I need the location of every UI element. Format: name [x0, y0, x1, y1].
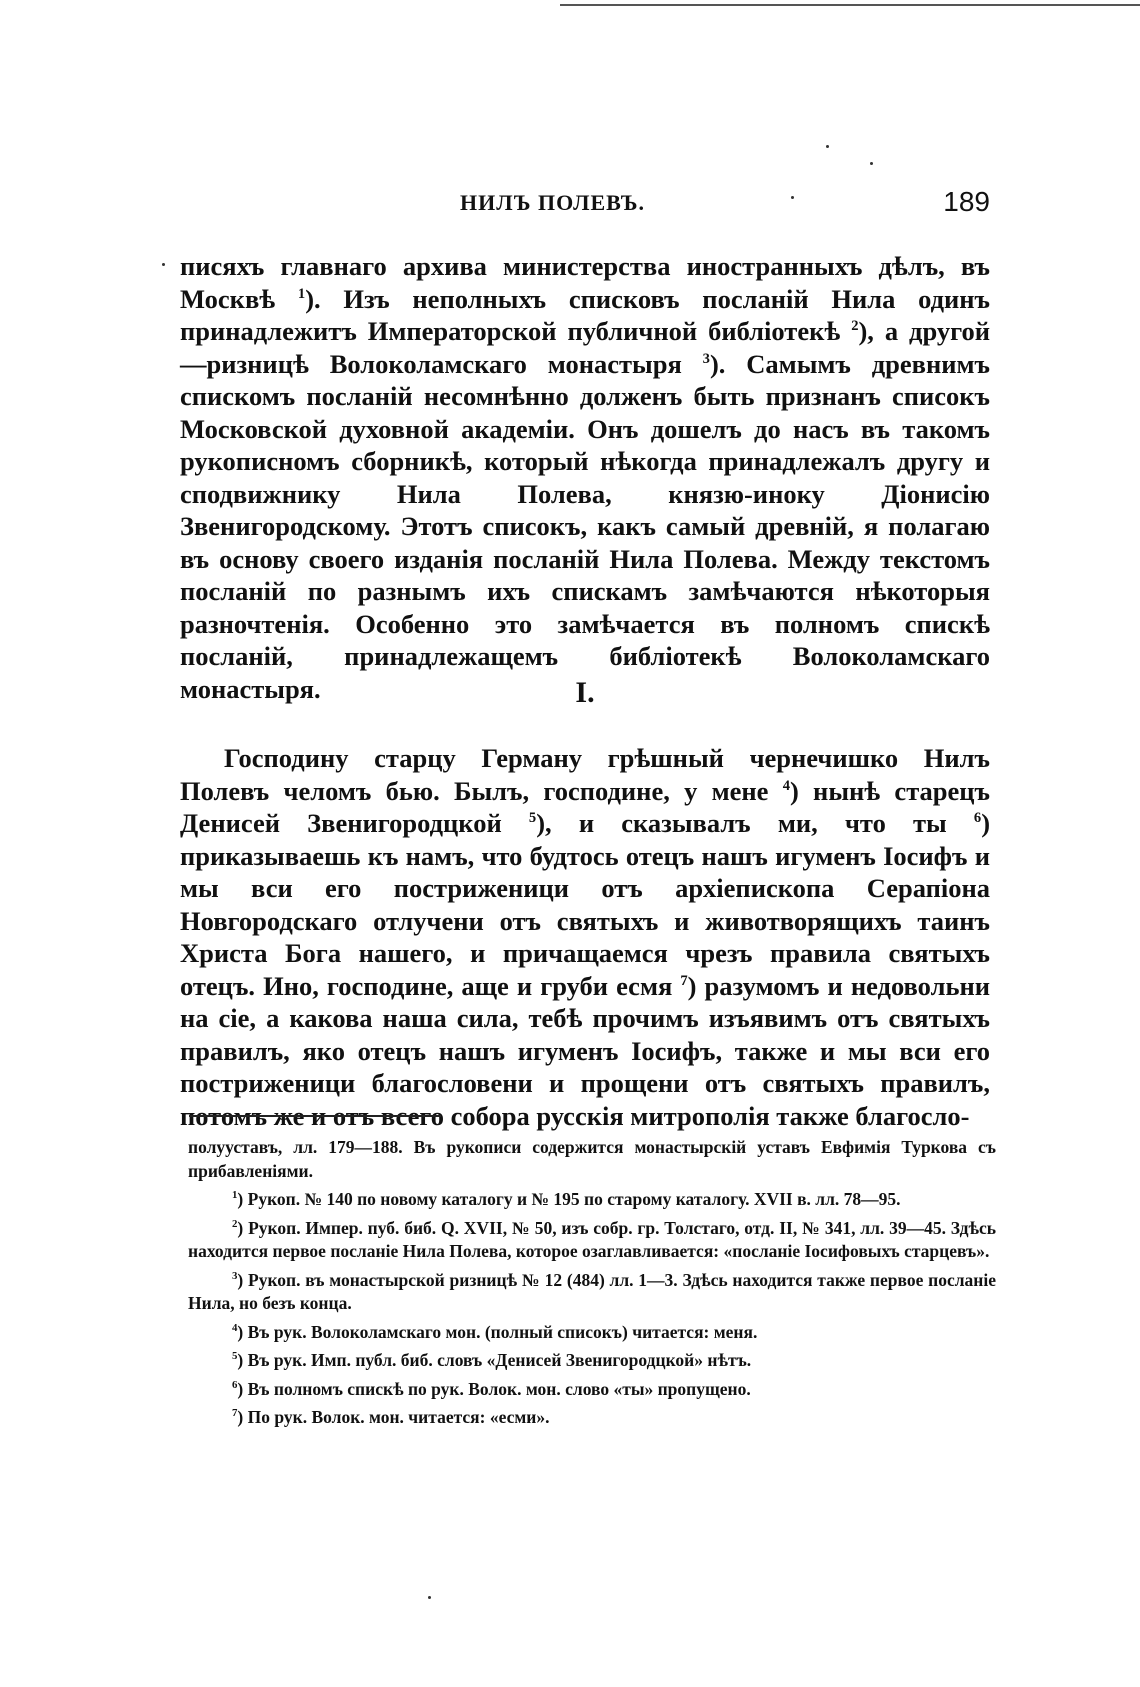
paragraph-intro-text-1: писяхъ главнаго архива министерства иностранныхъ дѣлъ, въ Москвѣ: [180, 251, 990, 314]
footnote-ref-3: 3: [702, 350, 710, 367]
paragraph-intro-text-3: ), а другой—ризницѣ Волоколамскаго монастыря: [180, 316, 990, 379]
footnotes: [188, 1136, 996, 1435]
footnote-3: [188, 1269, 996, 1316]
scan-speck: [870, 162, 873, 165]
scan-speck: [428, 1596, 431, 1599]
top-edge-rule: [560, 4, 1140, 6]
footnote-2: [188, 1217, 996, 1264]
footnote-mark-4: 4: [232, 1321, 238, 1334]
footnote-ref-6: 6: [973, 810, 982, 827]
footnote-5: [188, 1349, 996, 1373]
footnote-text-2: ) Рукоп. Импер. пуб. биб. Q. XVII, № 50, изъ собр. гр. Толстаго, отд. II, № 341, лл. 39—45. Здѣсь находится первое посланіе Нила Полева, которое озаглавливается: «посланіе Іосифовыхъ старцевъ».: [188, 1217, 996, 1261]
scan-speck: [826, 145, 829, 148]
footnote-text-3: ) Рукоп. въ монастырской ризницѣ № 12 (484) лл. 1—3. Здѣсь находится также первое посланіе Нила, но безъ конца.: [188, 1269, 996, 1313]
footnote-text-1: ) Рукоп. № 140 по новому каталогу и № 195 по старому каталогу. XVII в. лл. 78—95.: [237, 1189, 901, 1209]
page-number: 189: [943, 186, 990, 217]
footnote-mark-3: 3: [232, 1269, 238, 1282]
paragraph-letter-text-1: Господину старцу Герману грѣшный чернечишко Нилъ Полевъ челомъ бью. Былъ, господине, у мене: [180, 743, 990, 806]
footnote-text-6: ) Въ полномъ спискѣ по рук. Волок. мон. слово «ты» пропущено.: [237, 1378, 751, 1399]
footnote-text-7: ) По рук. Волок. мон. читается: «есми».: [237, 1407, 550, 1427]
scan-speck: [162, 263, 165, 266]
footnote-ref-1: 1: [297, 285, 306, 302]
footnote-4: [188, 1321, 996, 1345]
paragraph-letter: [180, 742, 990, 1132]
footnote-ref-2: 2: [851, 318, 859, 335]
footnote-ref-5: 5: [528, 810, 537, 827]
running-title: НИЛЪ ПОЛЕВЪ.: [460, 190, 645, 215]
footnote-ref-4: 4: [782, 777, 790, 794]
footnote-mark-6: 6: [232, 1378, 238, 1391]
footnote-text-4: ) Въ рук. Волоколамскаго мон. (полный списокъ) читается: меня.: [237, 1321, 758, 1342]
footnote-separator: [189, 1115, 441, 1117]
section-heading: I.: [575, 676, 595, 709]
paragraph-letter-text-3: ), и сказывалъ ми, что ты: [536, 808, 974, 838]
footnote-1: [188, 1188, 996, 1212]
paragraph-intro: [180, 250, 990, 705]
paragraph-intro-text-2: ). Изъ неполныхъ списковъ посланій Нила одинъ принадлежитъ Императорской публичной библіотекѣ: [180, 283, 990, 346]
paragraph-letter-text-4: ) приказываешь къ намъ, что будтось отецъ нашъ игуменъ Іосифъ и мы вси его постриженици отъ архіепископа Серапіона Новгородскаго отлучени отъ святыхъ и животворящихъ таинъ Христа Бога нашего, и причащаемся чрезъ правила святыхъ отецъ. Ино, господине, аще и груби есмя: [180, 808, 991, 1001]
footnote-mark-2: 2: [232, 1217, 238, 1230]
footnote-text-5: ) Въ рук. Имп. публ. биб. словъ «Денисей Звенигородцкой» нѣтъ.: [237, 1350, 752, 1370]
paragraph-letter-text-2: ) нынѣ старецъ Денисей Звенигородцкой: [180, 775, 990, 838]
paragraph-letter-text-5: ) разумомъ и недовольни на сіе, а какова наша сила, тебѣ прочимъ изъявимъ отъ святыхъ правилъ, яко отецъ нашъ игуменъ Іосифъ, также и мы вси его постриженици благословени и прощени отъ святыхъ правилъ, потомъ же и отъ всего собора русскія митрополія также благосло-: [180, 970, 990, 1131]
footnote-6: [188, 1378, 996, 1402]
footnote-continuation: полууставъ, лл. 179—188. Въ рукописи содержится монастырскій уставъ Евфимія Туркова съ прибавленіями.: [188, 1137, 996, 1181]
scan-speck: [791, 196, 794, 199]
footnote-ref-7: 7: [680, 972, 688, 989]
footnote-mark-5: 5: [232, 1350, 238, 1363]
footnote-7: [188, 1406, 996, 1430]
paragraph-intro-text-4: ). Самымъ древнимъ спискомъ посланій несомнѣнно долженъ быть признанъ списокъ Московской духовной академіи. Онъ дошелъ до насъ въ такомъ рукописномъ сборникѣ, который нѣкогда принадлежалъ другу и сподвижнику Нила Полева, князю-иноку Діонисію Звенигородскому. Этотъ списокъ, какъ самый древній, я полагаю въ основу своего изданія посланій Нила Полева. Между текстомъ посланій по разнымъ ихъ спискамъ замѣчаются нѣкоторыя разночтенія. Особенно это замѣчается въ полномъ спискѣ посланій, принадлежащемъ библіотекѣ Волоколамскаго монастыря.: [180, 348, 990, 704]
footnote-mark-1: 1: [232, 1189, 238, 1202]
page-header: [180, 186, 990, 226]
footnote-mark-7: 7: [232, 1407, 238, 1420]
